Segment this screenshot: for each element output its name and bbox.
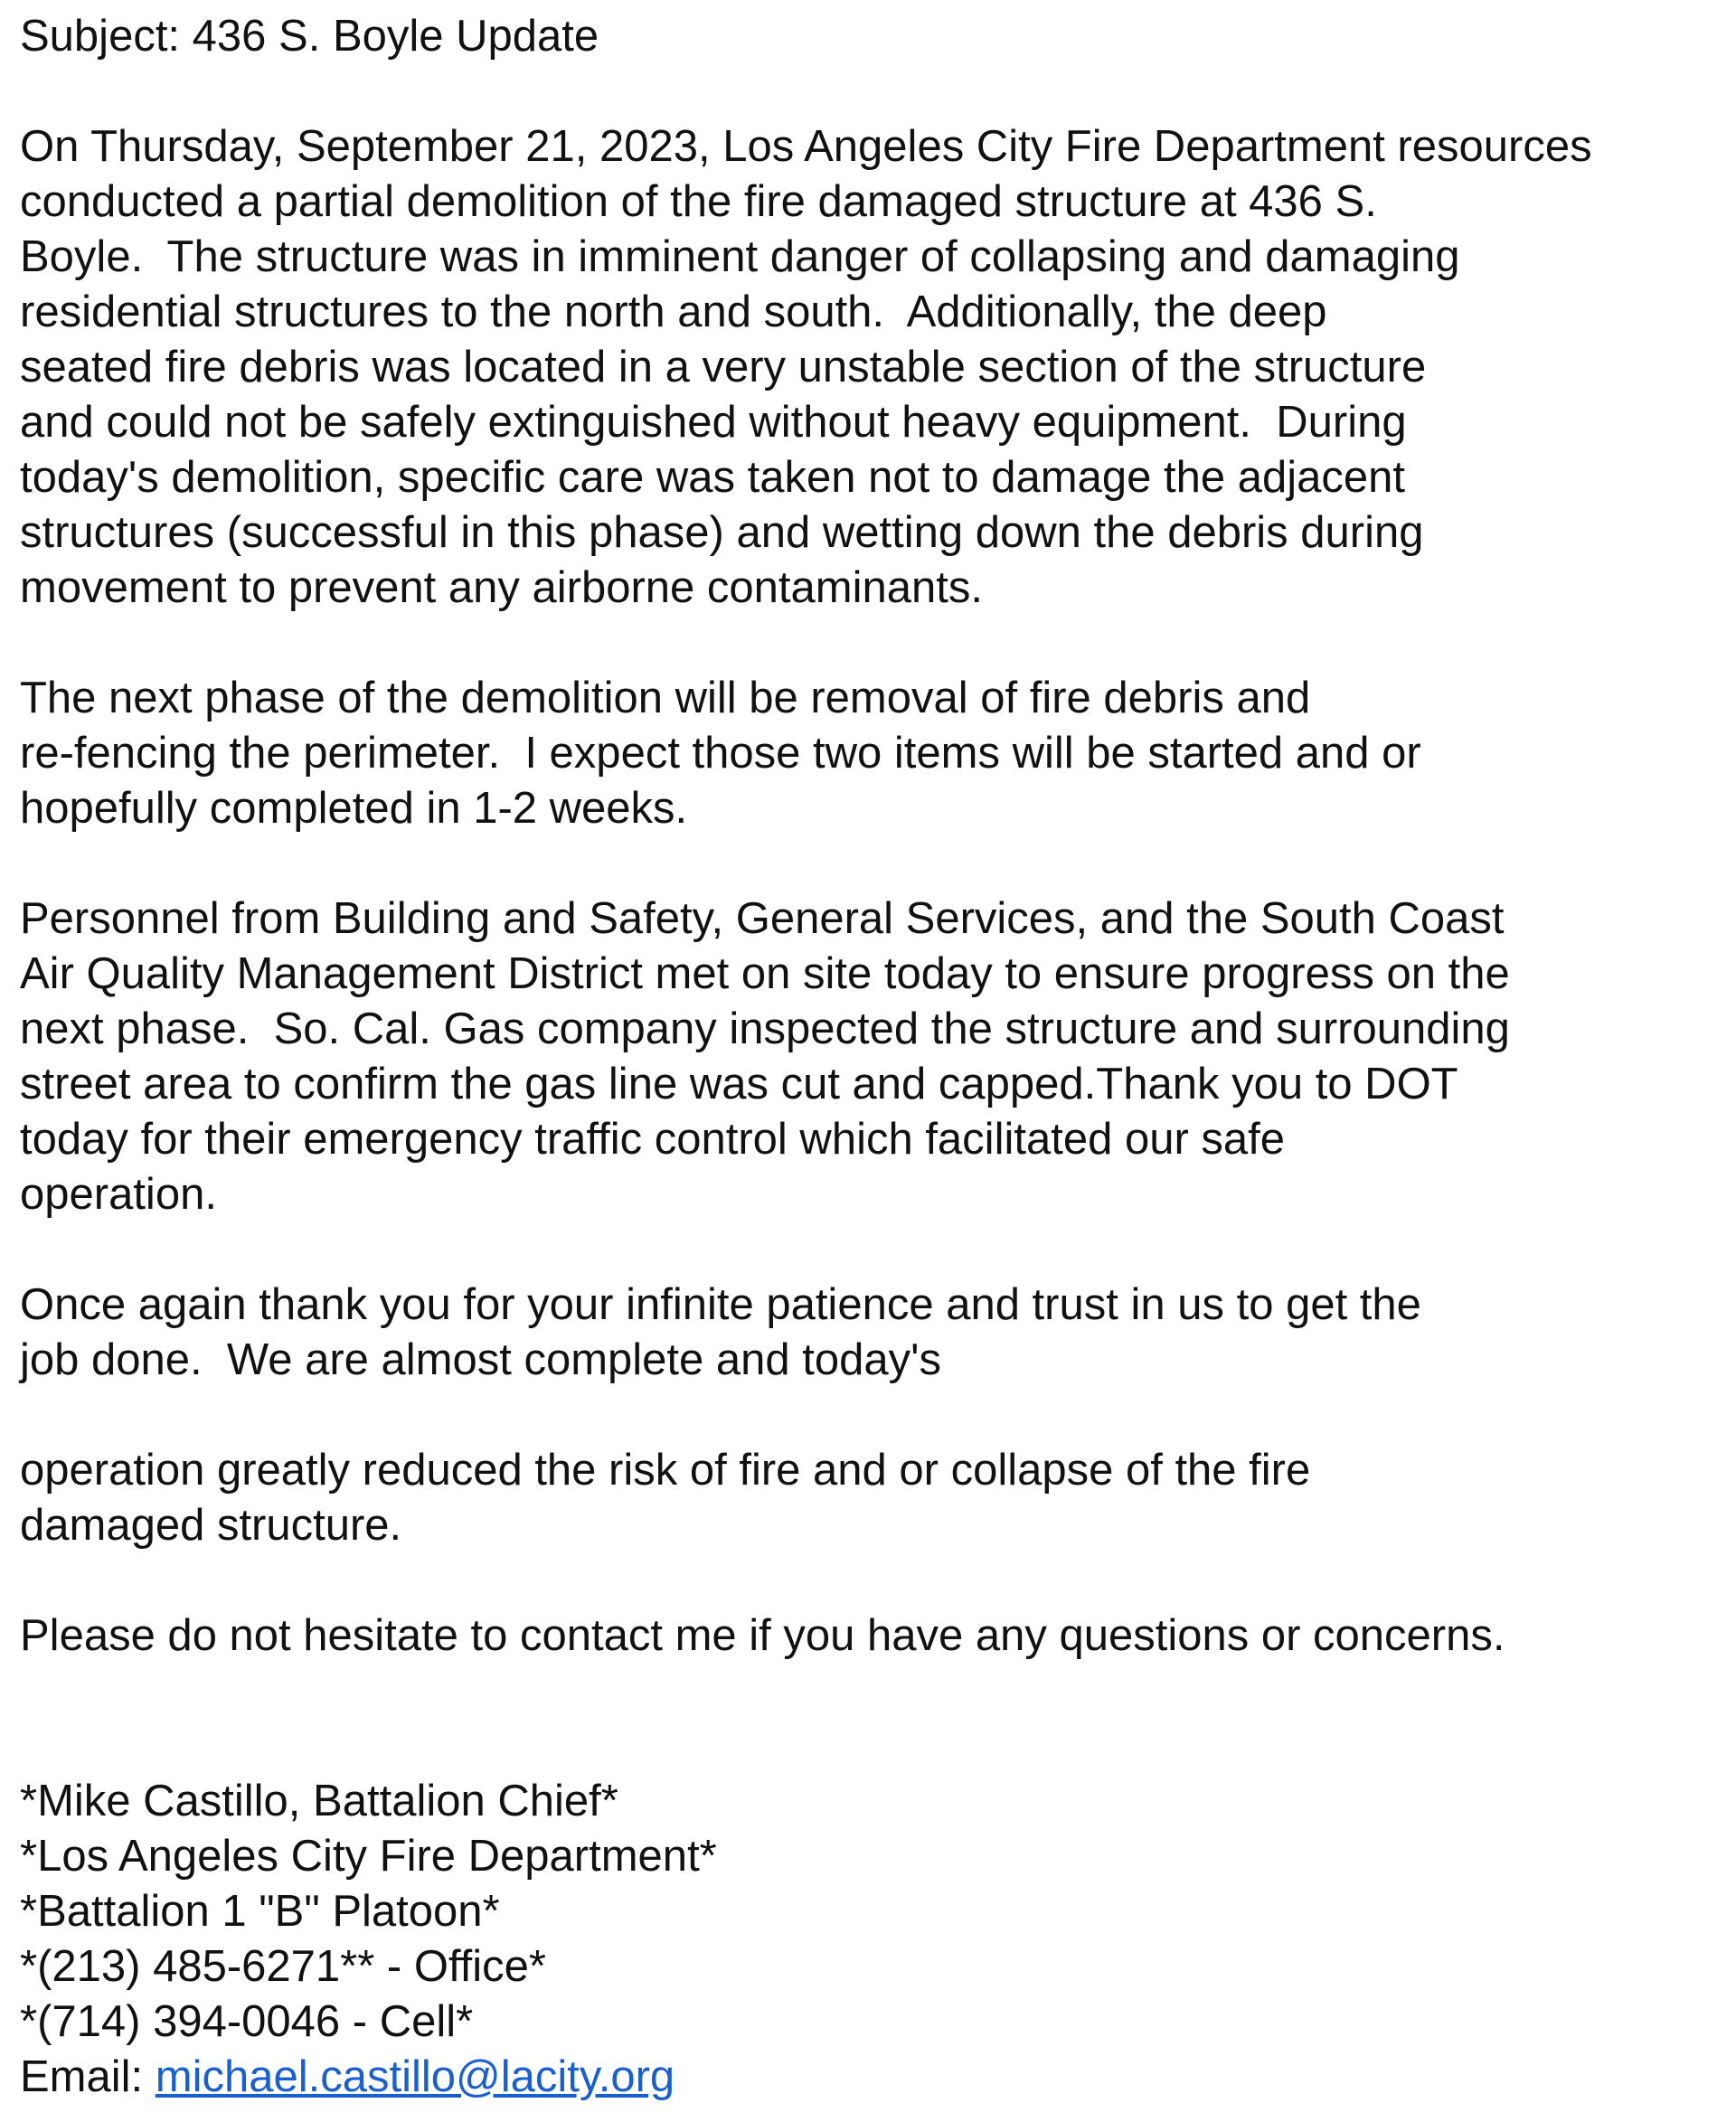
paragraph-line: re-fencing the perimeter. I expect those two items will be started and or bbox=[20, 729, 1421, 778]
signature-name-title: *Mike Castillo, Battalion Chief* bbox=[20, 1777, 618, 1825]
paragraph-line: street area to confirm the gas line was cut and capped.Thank you to DOT bbox=[20, 1060, 1458, 1108]
paragraph-line: Please do not hesitate to contact me if you have any questions or concerns. bbox=[20, 1611, 1505, 1660]
paragraph-line: seated fire debris was located in a very unstable section of the structure bbox=[20, 343, 1427, 391]
paragraph-line: structures (successful in this phase) and wetting down the debris during bbox=[20, 508, 1424, 557]
paragraph-personnel bbox=[20, 891, 1729, 1222]
paragraph-line: The next phase of the demolition will be removal of fire debris and bbox=[20, 674, 1311, 722]
paragraph-line: On Thursday, September 21, 2023, Los Angeles City Fire Department resources bbox=[20, 122, 1592, 171]
paragraph-thanks bbox=[20, 1278, 1729, 1388]
paragraph-line: operation greatly reduced the risk of fire and or collapse of the fire bbox=[20, 1446, 1311, 1495]
signature-department: *Los Angeles City Fire Department* bbox=[20, 1832, 717, 1881]
signature-cell-phone: *(714) 394-0046 - Cell* bbox=[20, 1997, 474, 2046]
signature-block bbox=[20, 1774, 1729, 2105]
paragraph-line: next phase. So. Cal. Gas company inspected the structure and surrounding bbox=[20, 1004, 1510, 1053]
email-body bbox=[20, 9, 1729, 2105]
paragraph-line: movement to prevent any airborne contaminants. bbox=[20, 563, 983, 612]
paragraph-demolition-report bbox=[20, 119, 1729, 616]
paragraph-line: Air Quality Management District met on site today to ensure progress on the bbox=[20, 949, 1510, 998]
paragraph-line: operation. bbox=[20, 1170, 217, 1219]
blank-line bbox=[20, 836, 1729, 891]
email-subject: Subject: 436 S. Boyle Update bbox=[20, 12, 599, 61]
blank-line bbox=[20, 64, 1729, 119]
blank-line bbox=[20, 1222, 1729, 1278]
blank-line bbox=[20, 616, 1729, 671]
paragraph-line: damaged structure. bbox=[20, 1501, 402, 1550]
paragraph-line: today for their emergency traffic control which facilitated our safe bbox=[20, 1115, 1285, 1164]
signature-office-phone: *(213) 485-6271** - Office* bbox=[20, 1942, 546, 1991]
paragraph-line: today's demolition, specific care was taken not to damage the adjacent bbox=[20, 453, 1405, 502]
paragraph-line: job done. We are almost complete and today's bbox=[20, 1335, 941, 1384]
paragraph-line: Boyle. The structure was in imminent danger of collapsing and damaging bbox=[20, 232, 1460, 281]
paragraph-next-phase bbox=[20, 671, 1729, 836]
signature-email-line bbox=[20, 2050, 1729, 2105]
signature-email-link[interactable]: michael.castillo@lacity.org bbox=[155, 2052, 675, 2101]
signature-email-label: Email: bbox=[20, 2052, 156, 2101]
paragraph-risk-reduced bbox=[20, 1443, 1729, 1553]
paragraph-line: and could not be safely extinguished without heavy equipment. During bbox=[20, 398, 1407, 447]
paragraph-line: Personnel from Building and Safety, General Services, and the South Coast bbox=[20, 894, 1505, 943]
paragraph-line: hopefully completed in 1-2 weeks. bbox=[20, 784, 688, 833]
blank-line bbox=[20, 1388, 1729, 1443]
cutoff-recipient-line bbox=[0, 0, 1736, 7]
paragraph-line: conducted a partial demolition of the fire damaged structure at 436 S. bbox=[20, 177, 1377, 226]
blank-line bbox=[20, 1553, 1729, 1608]
paragraph-line: residential structures to the north and south. Additionally, the deep bbox=[20, 288, 1327, 336]
paragraph-line: Once again thank you for your infinite patience and trust in us to get the bbox=[20, 1280, 1421, 1329]
signature-battalion: *Battalion 1 "B" Platoon* bbox=[20, 1887, 500, 1936]
blank-line bbox=[20, 1664, 1729, 1719]
blank-line bbox=[20, 1719, 1729, 1774]
paragraph-contact bbox=[20, 1608, 1729, 1664]
